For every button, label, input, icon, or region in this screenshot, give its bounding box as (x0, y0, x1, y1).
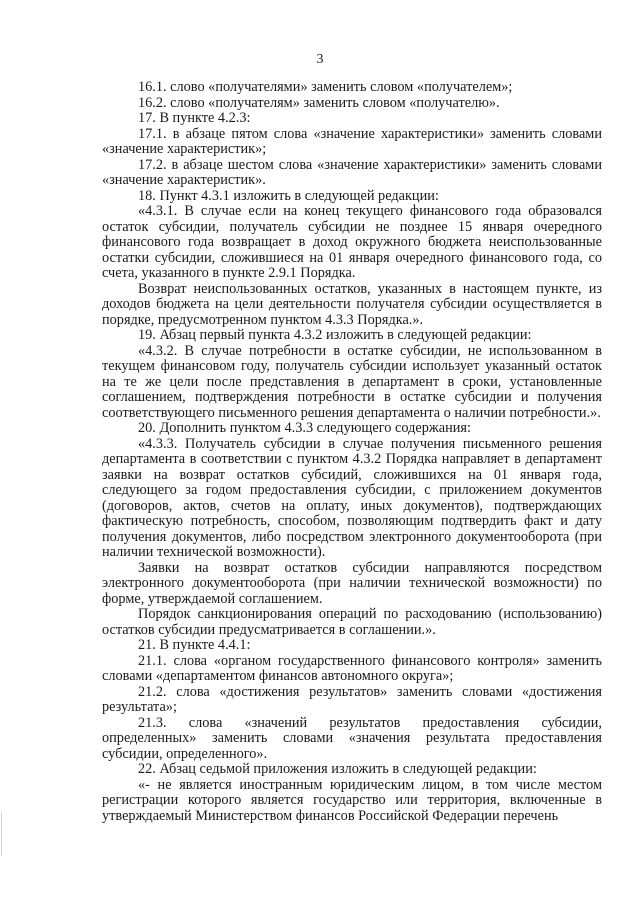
paragraph-21-1: 21.1. слова «органом государственного финансового контроля» заменить словами «департаментом финансов автономного округа»; (102, 652, 602, 684)
page-number: 3 (316, 52, 324, 67)
paragraph-16-1: 16.1. слово «получателями» заменить словом «получателем»; (138, 79, 513, 95)
paragraph-authorization-procedure: Порядок санкционирования операций по расходованию (использованию) остатков субсидии предусматривается в соглашении.». (102, 606, 602, 638)
paragraph-17: 17. В пункте 4.2.3: (138, 110, 251, 126)
paragraph-18: 18. Пункт 4.3.1 изложить в следующей редакции: (138, 187, 439, 204)
paragraph-21-2: 21.2. слова «достижения результатов» заменить словами «достижения результата»; (102, 683, 602, 715)
paragraph-21: 21. В пункте 4.4.1: (138, 637, 251, 653)
paragraph-17-2: 17.2. в абзаце шестом слова «значение характеристики» заменить словами «значение характеристик». (102, 156, 602, 188)
scan-margin-line (1, 812, 2, 856)
paragraph-22: 22. Абзац седьмой приложения изложить в следующей редакции: (138, 761, 537, 777)
document-body (102, 80, 602, 824)
paragraph-return-of-remainders: Возврат неиспользованных остатков, указанных в настоящем пункте, из доходов бюджета на цели деятельности получателя субсидии осуществляется в порядке, предусмотренном пунктом 4.3.3 Порядка.». (102, 280, 602, 328)
paragraph-4-3-1: «4.3.1. В случае если на конец текущего финансового года образовался остаток субсидии, получатель субсидии не позднее 15 января очередного финансового года возвращает в доход окружного бюджета неиспользованные остатки субсидии, сложившиеся на 01 января очередного финансового года, со счета, указанного в пункте 2.9.1 Порядка. (102, 203, 602, 281)
paragraph-19: 19. Абзац первый пункта 4.3.2 изложить в следующей редакции: (138, 327, 532, 343)
paragraph-4-3-3: «4.3.3. Получатель субсидии в случае получения письменного решения департамента в соответствии с пунктом 4.3.2 Порядка направляет в департамент заявки на возврат остатков субсидий, сложившихся на 01 января года, следующего за годом предоставления субсидии, с приложением документов (договоров, актов, счетов на оплату, иных документов), подтверждающих фактическую потребность, способом, позволяющим подтвердить факт и дату получения документов, либо посредством электронного документооборота (при наличии технической возможности). (102, 435, 602, 560)
paragraph-4-3-2: «4.3.2. В случае потребности в остатке субсидии, не использованном в текущем финансовом году, получатель субсидии использует указанный остаток на те же цели после представления в департамент в сроки, установленные соглашением, подтверждения потребности в остатке субсидии и получения соответствующего письменного решения департамента о наличии потребности.». (102, 342, 602, 421)
paragraph-20: 20. Дополнить пунктом 4.3.3 следующего содержания: (138, 420, 471, 436)
paragraph-16-2: 16.2. слово «получателям» заменить словом «получателю». (138, 94, 500, 111)
paragraph-17-1: 17.1. в абзаце пятом слова «значение характеристики» заменить словами «значение характеристик»; (102, 125, 602, 157)
paragraph-appendix-quote: «- не является иностранным юридическим лицом, в том числе местом регистрации которого является государство или территория, включенные в утверждаемый Министерством финансов Российской Федерации перечень (102, 776, 602, 824)
paragraph-21-3: 21.3. слова «значений результатов предоставления субсидии, определенных» заменить словами «значения результата предоставления субсидии, определенного». (102, 714, 602, 762)
paragraph-applications: Заявки на возврат остатков субсидии направляются посредством электронного документооборота (при наличии технической возможности) по форме, утверждаемой соглашением. (102, 559, 602, 607)
